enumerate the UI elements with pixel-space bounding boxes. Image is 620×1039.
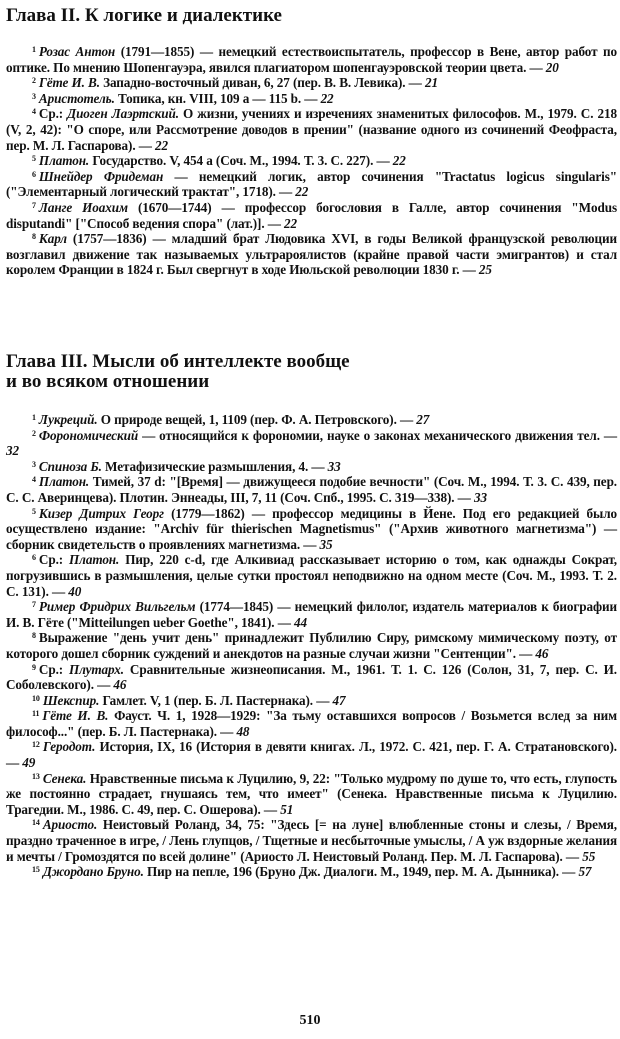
footnote: $^7$ Ланге Иоахим (1670—1744) — профессор богословия в Галле, автор сочинения "Modus disputandi" ["Способ ведения спора" (лат.)]. — 22: [6, 199, 617, 231]
footnote: $^4$ Ср.: Диоген Лаэртский. О жизни, учениях и изречениях знаменитых философов. М., 1979. С. 218 (V, 2, 42): "О споре, или Рассмотрение доводов в прении" (название одного из сочинений Феофраста, пер. М. Л. Гаспарова). — 22: [6, 106, 617, 153]
footnote: $^{13}$ Сенека. Нравственные письма к Луцилию, 9, 22: "Только мудрому по душе то, что есть, глупость же постоянно страдает, гнушаясь тем, что имеет" (Сенека. Нравственные письма к Луцилию. Трагедии. М., 1986. С. 49, пер. С. Ошерова). — 51: [6, 770, 617, 817]
footnote: $^8$ Карл (1757—1836) — младший брат Людовика XVI, в годы Великой французской революции возглавил движение так называемых ультрароялистов (крайне правой части эмигрантов) и стал королем Франции в 1824 г. Был свергнут в ходе Июльской революции 1830 г. — 25: [6, 231, 617, 278]
chapter-2-title: Глава II. К логике и диалектике: [6, 5, 282, 26]
chapter-3-title-line1: Глава III. Мысли об интеллекте вообще: [6, 351, 350, 372]
footnote: $^8$ Выражение "день учит день" принадлежит Публилию Сиру, римскому мимическому поэту, от которого дошел сборник суждений и анекдотов на разные случаи жизни "Сентенции". — 46: [6, 630, 617, 661]
footnote: $^9$ Ср.: Плутарх. Сравнительные жизнеописания. М., 1961. Т. 1. С. 126 (Солон, 31, 7, пер. С. И. Соболевского). — 46: [6, 661, 617, 693]
footnote: $^6$ Шнейдер Фридеман — немецкий логик, автор сочинения "Tractatus logicus singularis" ("Элементарный логический трактат", 1718). — 22: [6, 168, 617, 200]
footnote: $^3$ Спиноза Б. Метафизические размышления, 4. — 33: [32, 458, 341, 474]
footnote: $^{14}$ Ариосто. Неистовый Роланд, 34, 75: "Здесь [= на луне] влюбленные стоны и слезы, / Время, праздно траченное в игре, / Лень глупцов, / Тщетные и несбыточные умыслы, / А уж вздорные желания и мечты / Громоздятся по всей долине" (Ариосто Л. Неистовый Роланд. Пер. М. Л. Гаспарова). — 55: [6, 817, 617, 864]
footnote: $^2$ Форономический — относящийся к форономии, науке о законах механического движения тел. — 32: [6, 427, 617, 459]
footnote: $^1$ Розас Антон (1791—1855) — немецкий естествоиспытатель, профессор в Вене, автор работ по оптике. По мнению Шопенгауэра, явился плагиатором шопенгауэровской теории цвета. — 20: [6, 44, 617, 75]
footnote: $^{11}$ Гёте И. В. Фауст. Ч. 1, 1928—1929: "За тьму оставшихся вопросов / Возьмется вслед за ним философ..." (пер. Б. Л. Пастернака). — 48: [6, 708, 618, 739]
footnote: $^3$ Аристотель. Топика, кн. VIII, 109 a — 115 b. — 22: [32, 90, 334, 106]
chapter-2-notes: [6, 44, 617, 278]
footnote: $^5$ Платон. Государство. V, 454 a (Соч. М., 1994. Т. 3. С. 227). — 22: [32, 153, 406, 169]
page-number: 510: [299, 1013, 321, 1028]
footnote: $^{15}$ Джордано Бруно. Пир на пепле, 196 (Бруно Дж. Диалоги. М., 1949, пер. М. А. Дынника). — 57: [32, 864, 592, 880]
chapter-3-notes: [6, 412, 617, 880]
footnote: $^5$ Кизер Дитрих Георг (1779—1862) — профессор медицины в Йене. Под его редакцией было осуществлено издание: "Archiv für thierischen Magnetismus" ("Архив животного магнетизма") — сборник свидетельств о проявлениях магнетизма. — 35: [6, 505, 618, 552]
footnote: $^4$ Платон. Тимей, 37 d: "[Время] — движущееся подобие вечности" (Соч. М., 1994. Т. 3. С. 439, пер. С. С. Аверинцева). Плотин. Эннеады, III, 7, 11 (Соч. Спб., 1995. С. 319—338). — 33: [6, 474, 617, 505]
footnote: $^7$ Ример Фридрих Вильгельм (1774—1845) — немецкий филолог, издатель материалов к биографии И. В. Гёте ("Mitteilungen ueber Goethe", 1841). — 44: [6, 599, 617, 630]
chapter-3-title: [6, 352, 350, 392]
footnote: $^6$ Ср.: Платон. Пир, 220 c-d, где Алкивиад рассказывает историю о том, как однажды Сократ, погрузившись в размышления, целые сутки простоял неподвижно на одном месте (Соч. М., 1993. Т. 2. С. 131). — 40: [6, 552, 617, 599]
chapter-3-title-line2: и во всяком отношении: [6, 371, 210, 392]
footnote: $^2$ Гёте И. В. Западно-восточный диван, 6, 27 (пер. В. В. Левика). — 21: [32, 75, 438, 91]
footnote: $^{10}$ Шекспир. Гамлет. V, 1 (пер. Б. Л. Пастернака). — 47: [32, 692, 346, 708]
footnote: $^1$ Лукреций. О природе вещей, 1, 1109 (пер. Ф. А. Петровского). — 27: [32, 412, 430, 427]
footnote: $^{12}$ Геродот. История, IX, 16 (История в девяти книгах. Л., 1972. С. 421, пер. Г. А. Стратановского). — 49: [6, 739, 617, 771]
